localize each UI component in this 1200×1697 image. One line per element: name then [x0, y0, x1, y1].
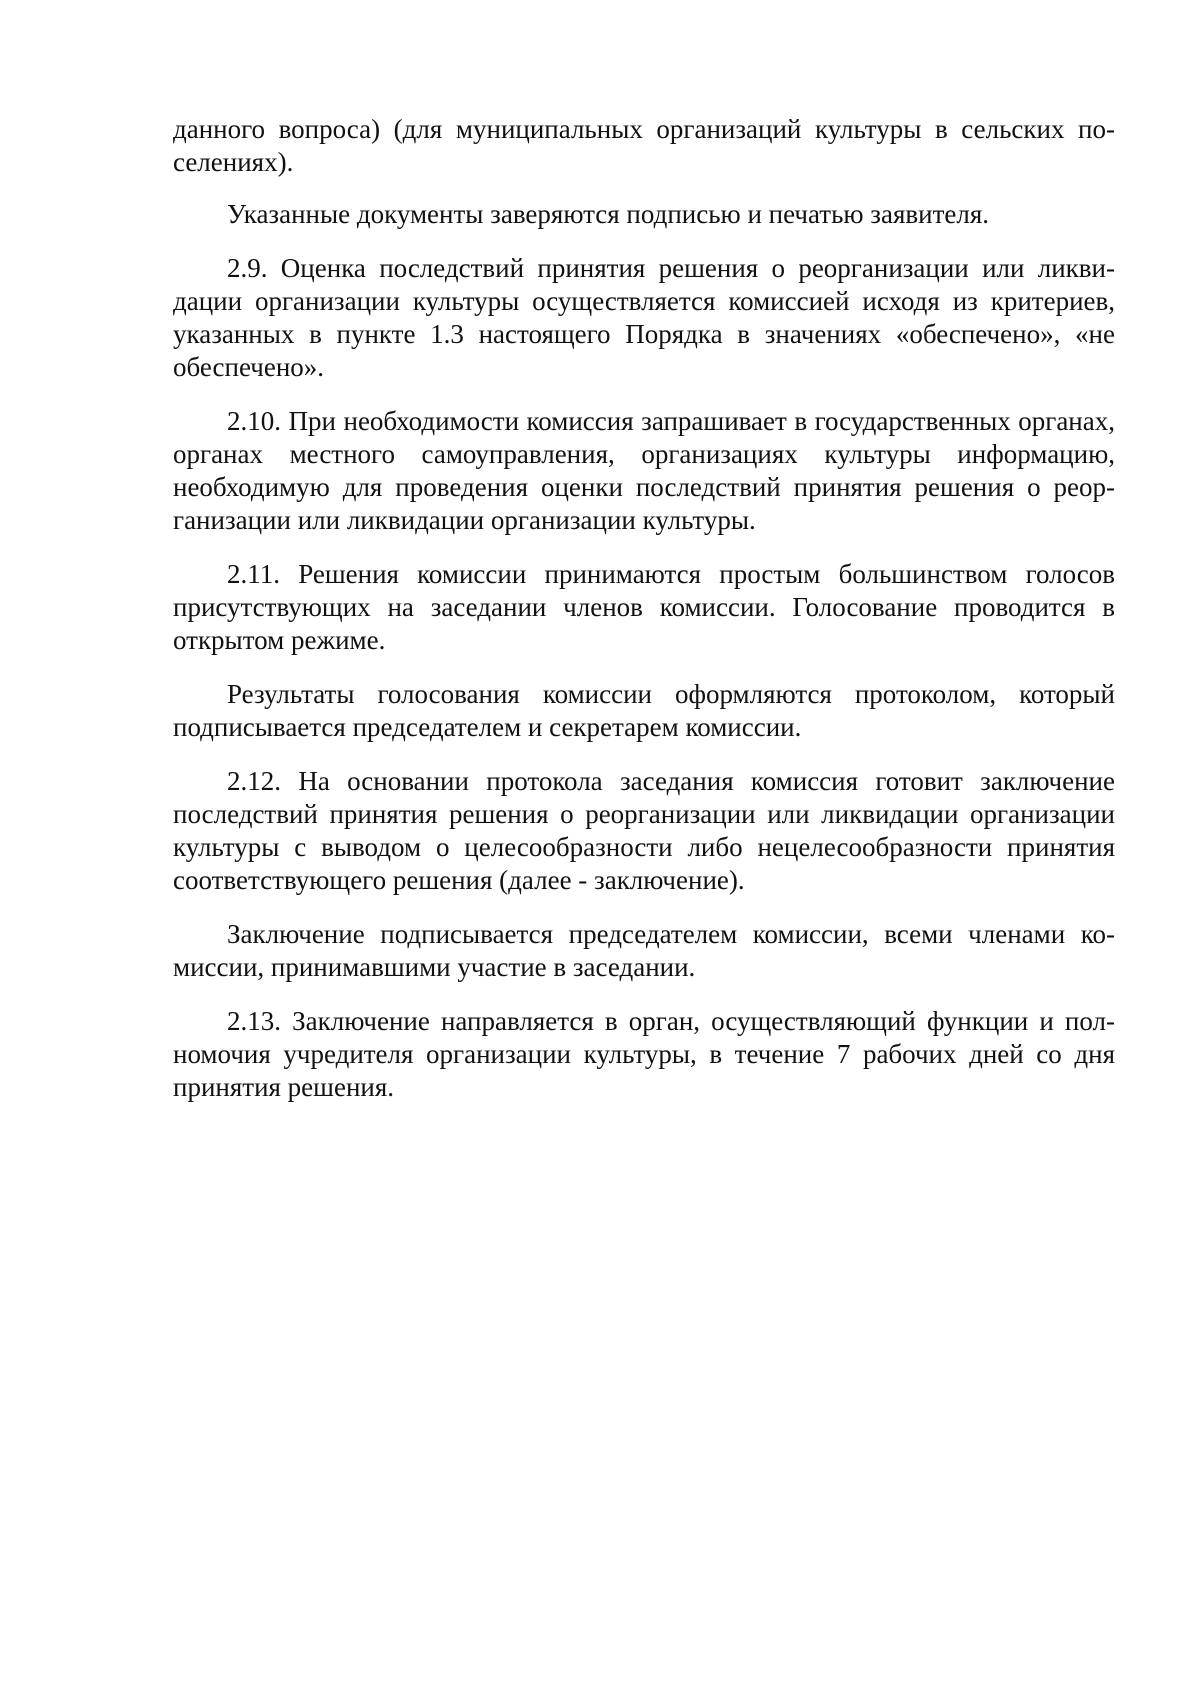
paragraph-2-11: 2.11. Решения комиссии принимаются простым большинством голосов присутствующих на заседании членов комиссии. Голосование проводится в открытом режиме. [173, 559, 1115, 655]
paragraph-2-9: 2.9. Оценка последствий принятия решения о реорганизации или ликвидации организации культуры осуществляется комиссией исходя из критериев, указанных в пункте 1.3 настоящего Порядка в значениях «обеспечено», «не обеспечено». [173, 253, 1115, 382]
paragraph-conclusion-signed: Заключение подписывается председателем комиссии, всеми членами комиссии, принимавшими участие в заседании. [173, 919, 1115, 982]
paragraph-documents-certified: Указанные документы заверяются подписью и печатью заявителя. [227, 199, 989, 229]
paragraph-voting-results: Результаты голосования комиссии оформляются протоколом, который подписывается председателем и секретарем комиссии. [173, 679, 1115, 742]
paragraph-continuation: данного вопроса) (для муниципальных организаций культуры в сельских поселениях). [173, 114, 1115, 177]
paragraph-2-12: 2.12. На основании протокола заседания комиссия готовит заключение последствий принятия решения о реорганизации или ликвидации организации культуры с выводом о целесообразности либо нецелесообразности принятия соответствующего решения (далее - заключение). [173, 766, 1115, 895]
paragraph-2-10: 2.10. При необходимости комиссия запрашивает в государственных органах, органах местного самоуправления, организациях культуры информацию, необходимую для проведения оценки последствий принятия решения о реорганизации или ликвидации организации культуры. [173, 406, 1115, 535]
document-body [173, 113, 1115, 1125]
paragraph-2-13: 2.13. Заключение направляется в орган, осуществляющий функции и полномочия учредителя организации культуры, в течение 7 рабочих дней со дня принятия решения. [173, 1006, 1115, 1102]
